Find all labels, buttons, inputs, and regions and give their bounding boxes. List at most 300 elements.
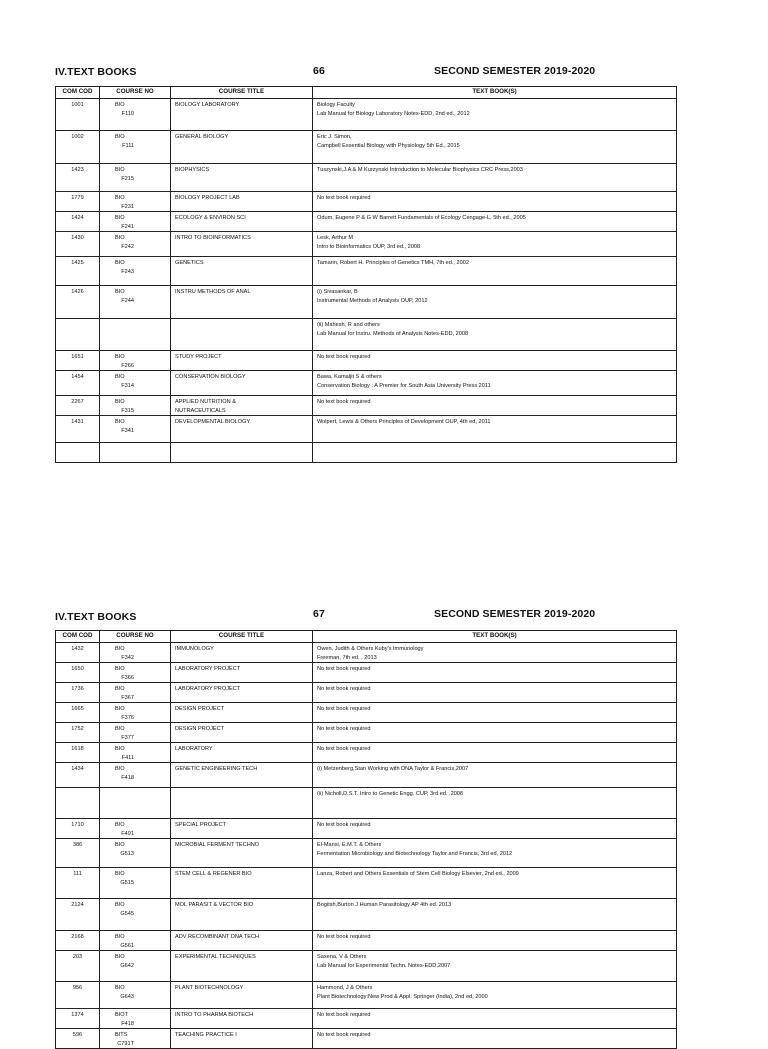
table-row: [56, 899, 677, 931]
table-row: [56, 868, 677, 899]
course-title-cell: [171, 443, 313, 463]
course-prefix: BIO: [115, 134, 125, 140]
com-code-cell: [56, 819, 100, 839]
course-no-cell: [100, 683, 171, 703]
text-books-cell: [313, 351, 677, 371]
text-book-line: Tuszynski,J.A & M Kurzynski Introduction to Molecular Biophysics CRC Press,2003: [317, 167, 523, 173]
text-book-line: No text book required: [317, 706, 371, 712]
course-title: CONSERVATION BIOLOGY: [175, 374, 246, 380]
course-prefix: BIO: [115, 215, 125, 221]
text-books-cell: [313, 1009, 677, 1029]
com-code-cell: [56, 788, 100, 819]
table-row: [56, 351, 677, 371]
table-row: [56, 703, 677, 723]
course-prefix: BIO: [115, 195, 125, 201]
com-code: 111: [73, 871, 82, 877]
course-prefix: BIO: [115, 686, 125, 692]
course-no-cell: [100, 99, 171, 131]
com-code-cell: [56, 763, 100, 788]
com-code-cell: [56, 1009, 100, 1029]
course-no-cell: [100, 868, 171, 899]
com-code-cell: [56, 319, 100, 351]
text-books-cell: [313, 99, 677, 131]
text-books-cell: [313, 286, 677, 319]
course-no-cell: [100, 763, 171, 788]
course-title-cell: [171, 663, 313, 683]
text-book-line: Instrumental Methods of Analysis OUP, 2012: [317, 297, 428, 304]
course-prefix: BIO: [115, 646, 125, 652]
course-title-cell: [171, 763, 313, 788]
com-code: 1425: [71, 260, 84, 266]
com-code: 1423: [71, 167, 84, 173]
course-title: DESIGN PROJECT: [175, 726, 225, 732]
course-prefix: BITS: [115, 1032, 128, 1038]
com-code: 596: [72, 1032, 83, 1038]
course-title: BIOPHYSICS: [175, 167, 210, 173]
course-no-cell: [100, 164, 171, 192]
course-no-cell: [100, 643, 171, 663]
course-prefix: BIO: [115, 102, 125, 108]
text-books-cell: [313, 232, 677, 257]
text-book-line: Eric J. Simon,: [317, 134, 352, 140]
course-no-cell: [100, 131, 171, 164]
com-code: 1736: [71, 686, 84, 692]
com-code: 1434: [71, 766, 84, 772]
text-books-cell: [313, 443, 677, 463]
com-code-cell: [56, 257, 100, 286]
course-title-cell: [171, 951, 313, 982]
course-title-cell: [171, 643, 313, 663]
com-code: 956: [72, 985, 83, 991]
course-no-cell: [100, 819, 171, 839]
course-title: BIOLOGY PROJECT LAB: [175, 195, 240, 201]
course-number: F342: [121, 654, 134, 661]
text-book-line: Lab Manual for Biology Laboratory Notes-EDD, 2nd ed., 2012: [317, 110, 470, 117]
com-code-cell: [56, 743, 100, 763]
course-title: GENETIC ENGINEERING TECH: [175, 766, 258, 772]
text-book-line: Freeman, 7th ed. , 2013: [317, 654, 377, 661]
course-title: INTRO TO PHARMA BIOTECH: [175, 1012, 254, 1018]
semester-title: SECOND SEMESTER 2019-2020: [434, 608, 596, 620]
course-title: GENERAL BIOLOGY: [175, 134, 229, 140]
course-number: F314: [121, 382, 134, 389]
table-row: [56, 819, 677, 839]
course-no-cell: [100, 723, 171, 743]
text-books-cell: [313, 643, 677, 663]
com-code-cell: [56, 703, 100, 723]
com-code: 1001: [71, 102, 84, 108]
course-no-cell: [100, 319, 171, 351]
course-prefix: BIO: [115, 235, 125, 241]
course-no-cell: [100, 212, 171, 232]
com-code-cell: [56, 663, 100, 683]
course-no-cell: [100, 788, 171, 819]
com-code: 1752: [71, 726, 84, 732]
header-course-no: COURSE NO: [100, 87, 171, 99]
text-book-line: Conservation Biology : A Premier for South Asia University Press 2011: [317, 382, 491, 389]
course-title: SPECIAL PROJECT: [175, 822, 227, 828]
course-number: G513: [120, 850, 134, 857]
header-com-cod: COM COD: [56, 87, 100, 99]
course-no-cell: [100, 899, 171, 931]
com-code: 1651: [71, 354, 84, 360]
course-title-cell: [171, 192, 313, 212]
text-book-line: No text book required: [317, 195, 371, 201]
course-no-cell: [100, 951, 171, 982]
table-row: [56, 131, 677, 164]
text-book-line: Biology Faculty: [317, 102, 355, 108]
text-books-cell: [313, 319, 677, 351]
course-number: G515: [120, 879, 134, 886]
text-book-line: No text book required: [317, 726, 371, 732]
text-book-line: Lanza, Robert and Others Essentials of Stem Cell Biology Elsevier, 2nd ed., 2009: [317, 871, 519, 877]
text-book-line: (ii) Nicholl,D.S.T. Intro to Genetic Engg. CUP, 3rd ed. ,2008: [317, 791, 464, 797]
course-prefix: BIO: [115, 666, 125, 672]
course-number: F111: [122, 142, 134, 149]
text-books-cell: [313, 931, 677, 951]
text-books-cell: [313, 371, 677, 396]
course-no-cell: [100, 257, 171, 286]
table-header-row: [56, 87, 677, 99]
com-code-cell: [56, 416, 100, 443]
com-code-cell: [56, 951, 100, 982]
text-books-cell: [313, 788, 677, 819]
course-title: TEACHING PRACTICE I: [175, 1032, 237, 1038]
text-book-line: Intro to Bioinformatics OUP, 3rd ed., 2008: [317, 243, 421, 250]
table-row: [56, 1009, 677, 1029]
com-code: 1650: [71, 666, 84, 672]
header-course-title: COURSE TITLE: [171, 87, 313, 99]
course-title-cell: [171, 743, 313, 763]
course-number: F231: [121, 203, 134, 210]
com-code-cell: [56, 931, 100, 951]
com-code: 1665: [71, 706, 84, 712]
course-title: IMMUNOLOGY: [175, 646, 214, 652]
course-prefix: BIO: [115, 374, 125, 380]
course-no-cell: [100, 192, 171, 212]
course-title: LABORATORY PROJECT: [175, 686, 241, 692]
com-code-cell: [56, 899, 100, 931]
text-books-cell: [313, 723, 677, 743]
course-no-cell: [100, 1029, 171, 1049]
table-row: [56, 788, 677, 819]
course-prefix: BIO: [115, 289, 125, 295]
course-title-cell: [171, 931, 313, 951]
course-title: GENETICS: [175, 260, 204, 266]
com-code: 1374: [71, 1012, 84, 1018]
com-code-cell: [56, 192, 100, 212]
course-number: F266: [121, 362, 134, 369]
course-title-cell: [171, 286, 313, 319]
course-title-cell: [171, 819, 313, 839]
course-no-cell: [100, 443, 171, 463]
header-course-title: COURSE TITLE: [171, 631, 313, 643]
com-code: 1426: [71, 289, 84, 295]
text-books-cell: [313, 396, 677, 416]
course-title: ECOLOGY & ENVIRON SCI: [175, 215, 246, 221]
course-number: F341: [121, 427, 134, 434]
text-book-line: No text book required: [317, 1032, 371, 1038]
text-books-cell: [313, 839, 677, 868]
text-books-cell: [313, 819, 677, 839]
course-number: F241: [121, 223, 134, 230]
table-row: [56, 232, 677, 257]
text-books-cell: [313, 763, 677, 788]
course-title: DEVELOPMENTAL BIOLOGY: [175, 419, 251, 425]
course-prefix: BIO: [115, 842, 125, 848]
text-book-line: El-Mansi, E.M.T. & Others: [317, 842, 382, 848]
table-row: [56, 212, 677, 232]
text-book-line: Plant Biotechnology:New Prod & Appl. Springer (India), 2nd ed, 2000: [317, 993, 488, 1000]
table-row: [56, 396, 677, 416]
course-title-cell: [171, 232, 313, 257]
course-prefix: BIO: [115, 706, 125, 712]
course-no-cell: [100, 416, 171, 443]
course-prefix: BIO: [115, 871, 125, 877]
course-prefix: BIO: [115, 954, 125, 960]
com-code: 1710: [71, 822, 84, 828]
com-code-cell: [56, 286, 100, 319]
text-book-line: (i) Metzenberg,Stan Working with DNA Taylor & Francis,2007: [317, 766, 469, 772]
course-title-cell: [171, 319, 313, 351]
course-title-cell: [171, 351, 313, 371]
course-title-cell: [171, 899, 313, 931]
com-code: 2124: [71, 902, 84, 908]
course-number: G643: [120, 993, 134, 1000]
course-no-cell: [100, 663, 171, 683]
text-books-cell: [313, 164, 677, 192]
course-title: STUDY PROJECT: [175, 354, 222, 360]
course-title-cell: [171, 723, 313, 743]
table-row: [56, 643, 677, 663]
com-code: 2168: [71, 934, 84, 940]
com-code: 1431: [71, 419, 84, 425]
course-number: F315: [121, 407, 134, 414]
header-com-cod: COM COD: [56, 631, 100, 643]
text-books-cell: [313, 416, 677, 443]
course-title-cell: [171, 982, 313, 1009]
text-book-line: Bawa, Kamaljit S & others: [317, 374, 382, 380]
text-books-cell: [313, 703, 677, 723]
course-no-cell: [100, 931, 171, 951]
header-text-books: TEXT BOOK(S): [313, 87, 677, 99]
com-code: 2267: [71, 399, 84, 405]
table-row: [56, 982, 677, 1009]
course-number: G561: [120, 942, 134, 949]
course-number: F244: [121, 297, 134, 304]
text-books-cell: [313, 899, 677, 931]
course-prefix: BIO: [115, 399, 125, 405]
course-number: F367: [121, 694, 134, 701]
text-book-line: No text book required: [317, 686, 371, 692]
course-title: MOL PARASIT & VECTOR BIO: [175, 902, 254, 908]
text-book-line: (ii) Mahesh, R and others: [317, 322, 380, 328]
text-books-cell: [313, 663, 677, 683]
course-no-cell: [100, 286, 171, 319]
course-number: G642: [120, 962, 134, 969]
com-code-cell: [56, 99, 100, 131]
course-no-cell: [100, 982, 171, 1009]
com-code: 1454: [71, 374, 84, 380]
table-row: [56, 443, 677, 463]
table-row: [56, 1029, 677, 1049]
course-prefix: BIO: [115, 419, 125, 425]
table-row: [56, 164, 677, 192]
course-title: LABORATORY PROJECT: [175, 666, 241, 672]
text-book-line: No text book required: [317, 934, 371, 940]
course-no-cell: [100, 232, 171, 257]
table-header-row: [56, 631, 677, 643]
course-title-cell: [171, 703, 313, 723]
text-book-line: No text book required: [317, 399, 371, 405]
text-book-line: No text book required: [317, 822, 371, 828]
course-no-cell: [100, 351, 171, 371]
course-no-cell: [100, 371, 171, 396]
course-number: F110: [121, 110, 134, 117]
text-book-line: No text book required: [317, 1012, 371, 1018]
page-number: 66: [313, 65, 325, 77]
course-title-cell: [171, 839, 313, 868]
com-code: 1430: [71, 235, 84, 241]
course-number: F366: [121, 674, 134, 681]
course-title: INSTRU METHODS OF ANAL: [175, 289, 251, 295]
text-book-line: Owen, Judith & Others Kuby's Immunology: [317, 646, 424, 652]
course-prefix: BIO: [115, 902, 125, 908]
text-books-cell: [313, 257, 677, 286]
textbook-table: [55, 86, 677, 463]
course-number: C791T: [117, 1040, 134, 1047]
text-books-cell: [313, 951, 677, 982]
course-number: F242: [121, 243, 134, 250]
course-title: LABORATORY: [175, 746, 213, 752]
course-prefix: BIO: [115, 766, 125, 772]
course-no-cell: [100, 743, 171, 763]
course-number: F377: [121, 734, 134, 741]
table-row: [56, 839, 677, 868]
com-code-cell: [56, 982, 100, 1009]
com-code-cell: [56, 351, 100, 371]
course-prefix: BIO: [115, 985, 125, 991]
table-row: [56, 319, 677, 351]
com-code-cell: [56, 164, 100, 192]
course-number: F491: [121, 830, 134, 837]
header-course-no: COURSE NO: [100, 631, 171, 643]
com-code-cell: [56, 643, 100, 663]
course-title-cell: [171, 371, 313, 396]
text-book-line: No text book required: [317, 354, 371, 360]
course-prefix: BIO: [115, 167, 125, 173]
course-prefix: BIO: [115, 260, 125, 266]
com-code: 386: [72, 842, 83, 848]
course-title: APPLIED NUTRITION &: [175, 399, 236, 405]
table-row: [56, 763, 677, 788]
com-code: 1002: [71, 134, 84, 140]
com-code-cell: [56, 212, 100, 232]
table-row: [56, 99, 677, 131]
text-book-line: Odum, Eugene P & G W Barrett Fundamentals of Ecology Cengage-L, 5th ed., 2005: [317, 215, 526, 221]
com-code-cell: [56, 723, 100, 743]
table-row: [56, 951, 677, 982]
text-book-line: (i) Sivasankar, B: [317, 289, 358, 295]
table-row: [56, 416, 677, 443]
course-title: MICROBIAL FERMENT TECHNO: [175, 842, 260, 848]
course-number: F215: [121, 175, 134, 182]
com-code: 1618: [71, 746, 84, 752]
text-book-line: Saxena, V & Others: [317, 954, 367, 960]
course-title-cell: [171, 1029, 313, 1049]
course-number: F418: [121, 774, 134, 781]
course-number: F243: [121, 268, 134, 275]
semester-title: SECOND SEMESTER 2019-2020: [434, 65, 596, 77]
course-title-cell: [171, 131, 313, 164]
course-no-cell: [100, 839, 171, 868]
table-row: [56, 931, 677, 951]
com-code: 1432: [71, 646, 84, 652]
course-number: F411: [121, 754, 134, 761]
course-title-cell: [171, 99, 313, 131]
com-code-cell: [56, 868, 100, 899]
course-prefix: BIOT: [115, 1012, 129, 1018]
text-book-line: No text book required: [317, 746, 371, 752]
course-no-cell: [100, 396, 171, 416]
com-code-cell: [56, 371, 100, 396]
course-title-cell: [171, 212, 313, 232]
text-books-cell: [313, 743, 677, 763]
course-number: F376: [121, 714, 134, 721]
text-books-cell: [313, 212, 677, 232]
course-prefix: BIO: [115, 934, 125, 940]
page-number: 67: [313, 608, 325, 620]
text-book-line: Tamarin, Robert H. Principles of Genetics TMH, 7th ed., 2002: [317, 260, 469, 266]
course-title: EXPERIMENTAL TECHNIQUES: [175, 954, 256, 960]
course-prefix: BIO: [115, 726, 125, 732]
course-prefix: BIO: [115, 746, 125, 752]
course-no-cell: [100, 1009, 171, 1029]
text-book-line: Campbell Essential Biology with Physiology 5th Ed., 2015: [317, 142, 460, 149]
course-title: INTRO TO BIOINFORMATICS: [175, 235, 251, 241]
text-book-line: Hammond, J & Others: [317, 985, 373, 991]
com-code: 1424: [71, 215, 84, 221]
com-code: 203: [72, 954, 83, 960]
com-code-cell: [56, 1029, 100, 1049]
header-text-books: TEXT BOOK(S): [313, 631, 677, 643]
text-book-line: Wolpert, Lewis & Others Principles of Development OUP, 4th ed, 2011: [317, 419, 491, 425]
course-prefix: BIO: [115, 822, 125, 828]
com-code-cell: [56, 683, 100, 703]
text-books-cell: [313, 192, 677, 212]
course-title-cell: [171, 788, 313, 819]
course-title-cell: [171, 1009, 313, 1029]
com-code-cell: [56, 443, 100, 463]
textbook-table: [55, 630, 677, 1049]
com-code: 1779: [71, 195, 84, 201]
text-book-line: Lab Manual for Instru. Methods of Analysis Notes-EDD, 2008: [317, 330, 469, 337]
text-book-line: Bogitsh,Burton J Human Parasitology AP 4th ed. 2013: [317, 902, 452, 908]
course-title-cell: [171, 396, 313, 416]
table-row: [56, 286, 677, 319]
text-book-line: Lab Manual for Experimental Techn. Notes-EDD,2007: [317, 962, 451, 969]
text-books-cell: [313, 1029, 677, 1049]
course-prefix: BIO: [115, 354, 125, 360]
course-title: ADV RECOMBINANT DNA TECH: [175, 934, 260, 940]
table-row: [56, 743, 677, 763]
course-title-cell: [171, 683, 313, 703]
course-number: F418: [121, 1020, 134, 1027]
text-books-cell: [313, 982, 677, 1009]
course-number: G545: [120, 910, 134, 917]
table-row: [56, 371, 677, 396]
text-book-line: No text book required: [317, 666, 371, 672]
